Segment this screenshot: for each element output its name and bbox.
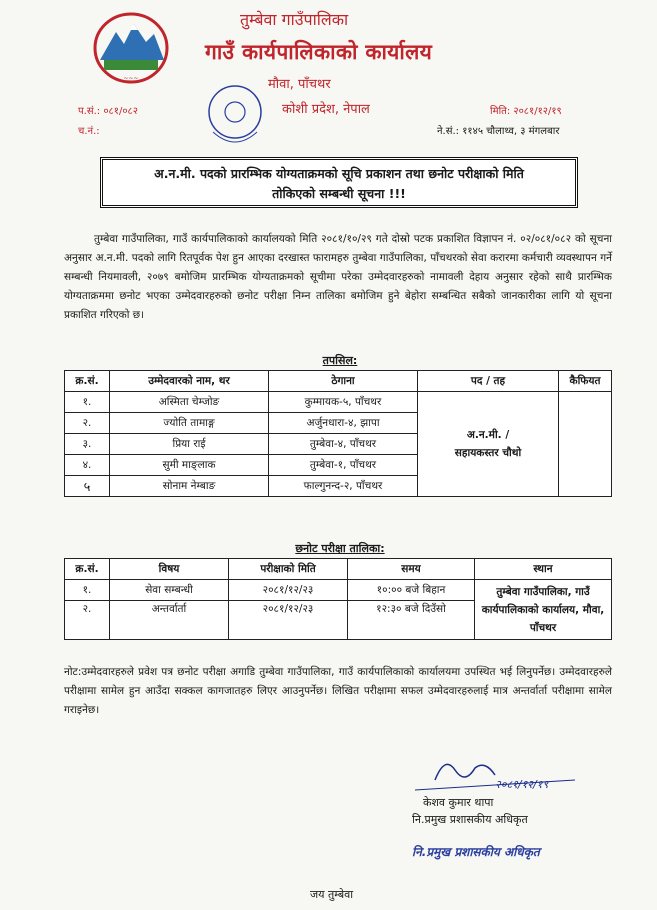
candidate-table-header [65, 371, 612, 392]
cell-time: १०:०० बजे बिहान [348, 580, 475, 601]
col-sn: क्र.सं. [65, 559, 110, 580]
cell-name: ज्योति तामाङ्ग [110, 413, 269, 434]
table2-caption: छनोट परीक्षा तालिका: [295, 542, 385, 555]
cell-sn: ४. [65, 455, 110, 476]
note-paragraph: नोट:उम्मेदवारहरुले प्रवेश पत्र छनोट परीक्षा अगाडि तुम्बेवा गाउँपालिका, गाउँ कार्यपालिकाको कार्यालयमा उपस्थित भई लिनुपर्नेछ। उम्मेदवारहरुले परीक्षामा सामेल हुन आउँदा सक्कल कागजातहरु लिएर आउनुपर्नेछ। लिखित परीक्षामा सफल उम्मेदवारहरुलाई मात्र अन्तर्वार्ता परीक्षामा सामेल गराइनेछ। [64, 666, 612, 716]
table-row [65, 580, 612, 601]
table-row [65, 392, 612, 413]
footer-slogan: जय तुम्बेवा [310, 888, 354, 901]
designation-stamp: नि.प्रमुख प्रशासकीय अधिकृत [412, 845, 540, 859]
cell-post [418, 392, 559, 497]
signatory-name: केशव कुमार थापा [423, 796, 494, 809]
col-remarks: कैफियत [559, 371, 612, 392]
cell-name: अस्मिता चेम्जोङ [110, 392, 269, 413]
col-name: उम्मेदवारको नाम, थर [110, 371, 269, 392]
col-venue: स्थान [475, 559, 612, 580]
cell-subject: अन्तर्वार्ता [110, 601, 229, 640]
issue-date: मिति: २०८१/१२/१९ [490, 106, 562, 117]
cell-address: तुम्बेवा-१, पाँचथर [269, 455, 418, 476]
col-address: ठेगाना [269, 371, 418, 392]
office-name: गाउँ कार्यपालिकाको कार्यालय [205, 40, 433, 64]
place-name: मौवा, पाँचथर [268, 77, 331, 92]
col-time: समय [348, 559, 475, 580]
post-line2: सहायकस्तर चौथो [454, 447, 522, 459]
col-sn: क्र.सं. [65, 371, 110, 392]
notice-title [100, 157, 578, 208]
office-stamp [195, 82, 275, 156]
cell-exam-date: २०८१/१२/२३ [229, 580, 348, 601]
body-paragraph: तुम्बेवा गाउँपालिका, गाउँ कार्यपालिकाको कार्यालयको मिति २०८१/१०/२९ गते दोस्रो पटक प्रकाशित विज्ञापन नं. ०२/०८१/०८२ को सूचना अनुसार अ.न.मी. पदको लागि रितपूर्वक पेश हुन आएका दरखास्त फारामहरु तुम्बेवा गाउँपालिका, पाँचथरको सेवा करारमा कर्मचारी व्यवस्थापन गर्ने सम्बन्धी नियमावली, २०७९ बमोजिम प्रारम्भिक योग्यताक्रमको सूचीमा परेका उम्मेदवारहरुको नामावली देहाय अनुसार रहेको साथै प्रारम्भिक योग्यताक्रममा छनोट भएका उम्मेदवारहरुको छनोट परीक्षा निम्न तालिका बमोजिम हुने बेहोरा सम्बन्धित सबैको जानकारीका लागि यो सूचना प्रकाशित गरिएको छ। [64, 233, 612, 321]
ps-number: प.सं.: ०८१/०८२ [78, 106, 138, 117]
col-subject: विषय [110, 559, 229, 580]
nepal-sambat-date: ने.सं.: ११४५ चौलाथ्व, ३ मंगलबार [437, 126, 560, 137]
cell-sn: ३. [65, 434, 110, 455]
cell-name: सोनाम नेम्बाङ [110, 476, 269, 497]
handwritten-signature [395, 750, 595, 795]
table1-caption: तपसिल: [322, 354, 358, 367]
post-line1: अ.न.मी. / [466, 429, 510, 441]
municipality-name: तुम्बेवा गाउँपालिका [240, 10, 349, 29]
cell-remarks [559, 392, 612, 497]
province-name: कोशी प्रदेश, नेपाल [282, 102, 370, 117]
cell-venue: तुम्बेवा गाउँपालिका, गाउँ कार्यपालिकाको कार्यालय, मौवा, पाँचथर [475, 580, 612, 640]
signature-date: २०८१/१२/१९ [495, 778, 549, 791]
signatory-designation: नि.प्रमुख प्रशासकीय अधिकृत [412, 813, 528, 826]
cell-sn: १. [65, 580, 110, 601]
nepal-emblem-logo [90, 8, 172, 86]
cell-sn: ५ [65, 476, 110, 497]
exam-schedule-table [64, 558, 612, 640]
svg-text:~~~: ~~~ [123, 75, 139, 82]
cell-exam-date: २०८१/१२/२३ [229, 601, 348, 640]
cell-address: फाल्गुनन्द-२, पाँचथर [269, 476, 418, 497]
cell-sn: २. [65, 601, 110, 640]
cell-address: तुम्बेवा-४, पाँचथर [269, 434, 418, 455]
cell-name: प्रिया राई [110, 434, 269, 455]
col-exam-date: परीक्षाको मिति [229, 559, 348, 580]
cell-address: अर्जुनधारा-४, झापा [269, 413, 418, 434]
exam-table-header [65, 559, 612, 580]
col-post: पद / तह [418, 371, 559, 392]
cell-address: कुम्मायक-५, पाँचथर [269, 392, 418, 413]
notice-title-line1: अ.न.मी. पदको प्रारम्भिक योग्यताक्रमको सूचि प्रकाशन तथा छनोट परीक्षाको मिति [154, 166, 524, 181]
cell-sn: १. [65, 392, 110, 413]
cell-name: सुमी माङ्लाक [110, 455, 269, 476]
candidate-table [64, 370, 612, 497]
cell-sn: २. [65, 413, 110, 434]
cn-number: च.नं.: [78, 126, 100, 137]
notice-title-line2: तोकिएको सम्बन्धी सूचना !!! [272, 186, 406, 201]
cell-time: १२:३० बजे दिउँसो [348, 601, 475, 640]
cell-subject: सेवा सम्बन्धी [110, 580, 229, 601]
